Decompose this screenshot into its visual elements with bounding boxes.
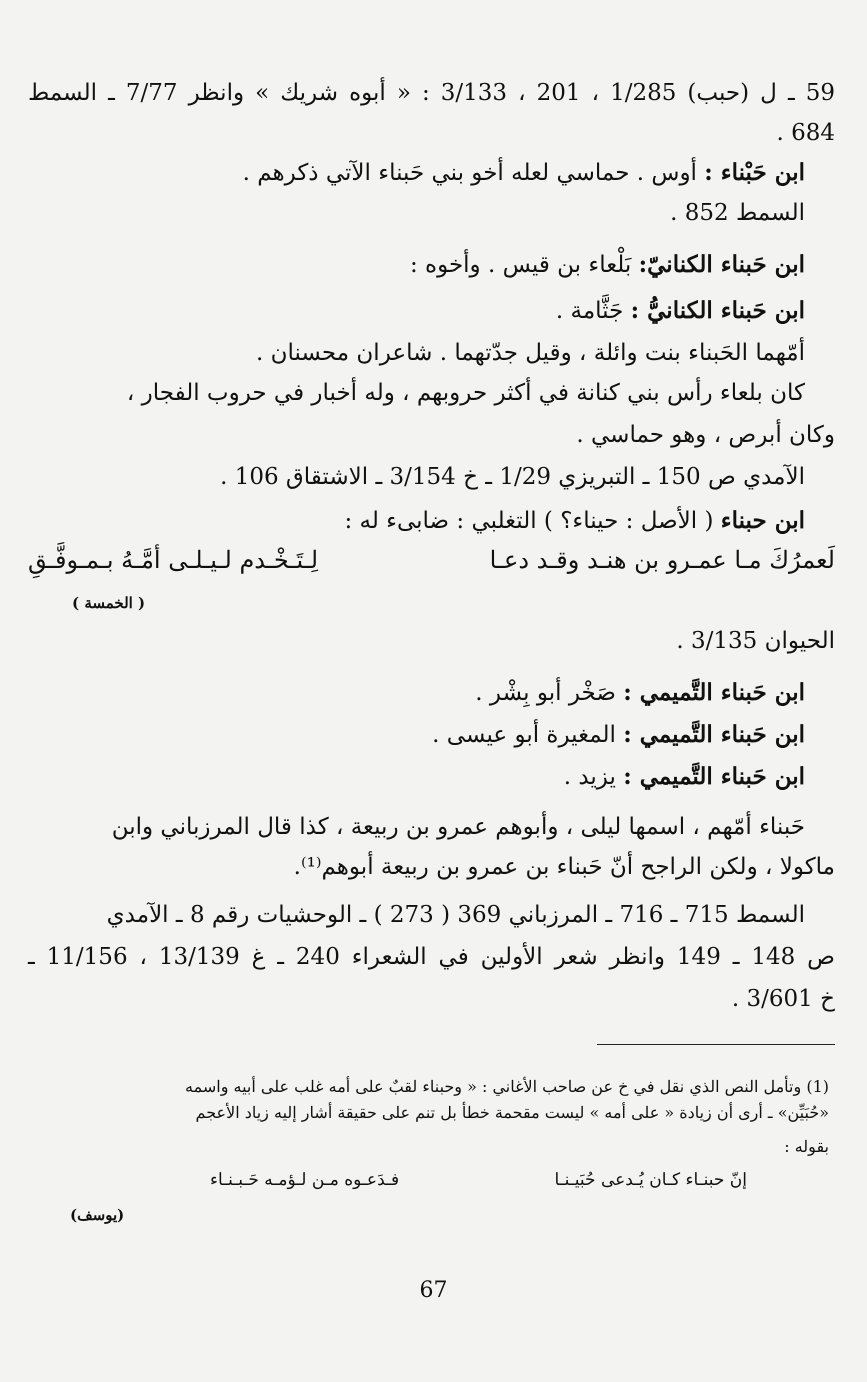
- entry-heading: ابن حَبناء التَّميمي :: [623, 721, 805, 748]
- footnote-verse: [210, 1170, 747, 1190]
- tamimi-bio-line1: حَبناء أمّهم ، اسمها ليلى ، وأبوهم عمرو بن ربيعة ، كذا قال المرزباني وابن: [111, 814, 805, 840]
- entry-mughira: [28, 720, 805, 750]
- footnote-line2: «حُبَيِّن» ـ أرى أن زيادة « على أمه » ليست مقحمة خطأ بل تنم على حقيقة أشار إليه زياد الأعجم: [195, 1103, 829, 1122]
- entry-heading: ابن حبناء: [720, 507, 805, 534]
- entry-text: ( الأصل : حيناء؟ ) التغلبي : ضابىء له :: [344, 508, 714, 534]
- entry-text: جَثَّامة .: [555, 298, 624, 324]
- tamimi-bio-line2: ماكولا ، ولكن الراجح أنّ حَبناء بن عمرو بن ربيعة أبوهم⁽¹⁾.: [293, 854, 835, 880]
- footnote-line1: (1) وتأمل النص الذي نقل في خ عن صاحب الأغاني : « وحبناء لقبٌ على أمه غلب على أبيه واسمه: [185, 1077, 829, 1096]
- verse-1-second-hemistich: لِـتَـخْـدم لـيـلـى أمَّـهُ بـمـوفَّـقِ: [28, 546, 319, 574]
- entry-text: بَلْعاء بن قيس . وأخوه :: [409, 252, 632, 278]
- entry-jaththama: [28, 296, 805, 326]
- footnote-signature: (يوسف): [70, 1206, 125, 1224]
- footnote-divider: [597, 1044, 835, 1045]
- entry-aws-ref: السمط 852 .: [670, 200, 805, 226]
- entry-text: صَخْر أبو بِشْر .: [475, 680, 616, 706]
- entry-heading: ابن حَبناء التَّميمي :: [623, 679, 805, 706]
- balaa-bio-ref: الآمدي ص 150 ـ التبريزي 1/29 ـ خ 3/154 ـ الاشتقاق 106 .: [220, 464, 805, 490]
- entry-heading: ابن حَبناء التَّميمي :: [623, 763, 805, 790]
- entry-hayna: [28, 506, 805, 536]
- balaa-bio-line3: وكان أبرص ، وهو حماسي .: [576, 422, 835, 448]
- tamimi-bio-ref2: ص 148 ـ 149 وانظر شعر الأولين في الشعراء 240 ـ غ 13/139 ، 11/156 ـ: [28, 944, 835, 970]
- verse-1-ref: الحيوان 3/135 .: [676, 628, 835, 654]
- entry-text: يزيد .: [563, 764, 616, 790]
- entry-59-line2: 684 .: [776, 120, 835, 146]
- tamimi-bio-ref1: السمط 715 ـ 716 ـ المرزباني 369 ( 273 ) ـ الوحشيات رقم 8 ـ الآمدي: [106, 902, 805, 928]
- entry-heading: ابن حَبناء الكنانيّ:: [638, 251, 805, 278]
- entry-yazid: [28, 762, 805, 792]
- page-number: 67: [419, 1278, 448, 1303]
- entry-heading: ابن حَبناء الكنانيُّ :: [630, 297, 805, 324]
- balaa-bio-line1: أمّهما الحَبناء بنت وائلة ، وقيل جدّتهما . شاعران محسنان .: [255, 340, 805, 366]
- entry-text: أوس . حماسي لعله أخو بني حَبناء الآتي ذكرهم .: [242, 160, 697, 186]
- balaa-bio-line2: كان بلعاء رأس بني كنانة في أكثر حروبهم ، وله أخبار في حروب الفجار ،: [126, 380, 805, 406]
- entry-text: المغيرة أبو عيسى .: [432, 722, 616, 748]
- verse-1-meter-tag: ( الخمسة ): [72, 594, 146, 612]
- footnote-line3: بقوله :: [784, 1137, 829, 1156]
- entry-sakhr: [28, 678, 805, 708]
- verse-1: [28, 546, 835, 574]
- footnote-verse-second: فـدَعـوه مـن لـؤمـه حَـبـنـاء: [210, 1170, 400, 1190]
- entry-aws: [28, 158, 805, 188]
- entry-heading: ابن حَبْناء :: [704, 159, 805, 186]
- tamimi-bio-ref3: خ 3/601 .: [731, 986, 835, 1012]
- entry-balaa: [28, 250, 805, 280]
- verse-1-first-hemistich: لَعمرُكَ مـا عمـرو بن هنـد وقـد دعـا: [489, 546, 835, 574]
- entry-59-line1: 59 ـ ل (حبب) 1/285 ، 201 ، 3/133 : « أبوه شريك » وانظر 7/77 ـ السمط: [28, 80, 836, 106]
- footnote-verse-first: إنّ حبنـاء كـان يُـدعى حُبَيـنـا: [554, 1170, 747, 1190]
